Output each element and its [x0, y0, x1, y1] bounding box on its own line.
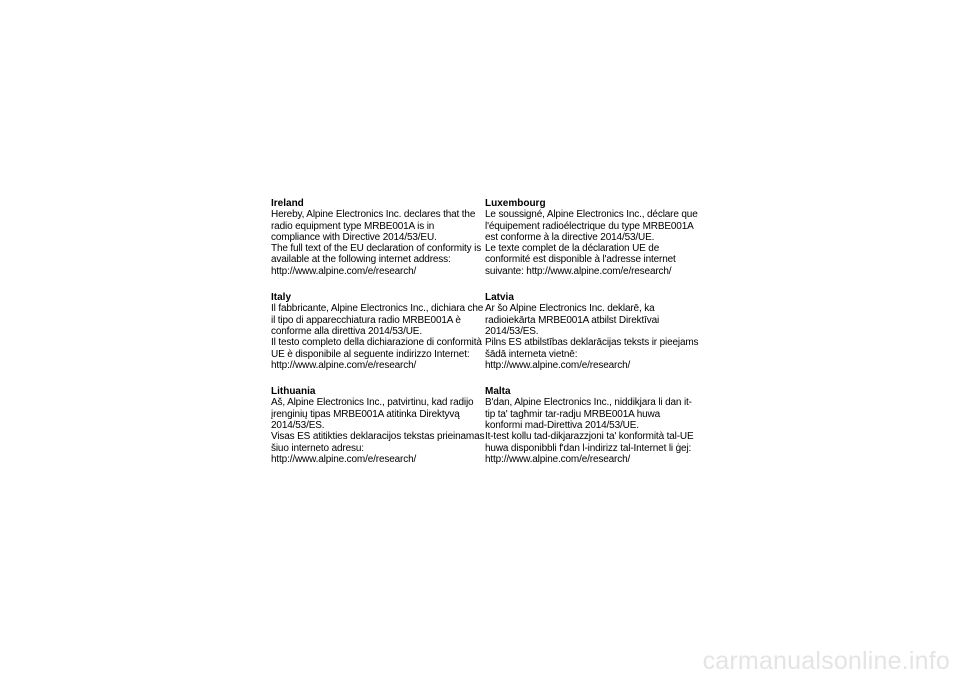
text-line: il tipo di apparecchiatura radio MRBE001A è	[271, 314, 461, 326]
text-line: šiuo interneto adresu:	[271, 442, 364, 454]
url-text: http://www.alpine.com/e/research/	[485, 453, 631, 465]
text-line: available at the following internet address:	[271, 254, 451, 266]
section-heading: Italy	[271, 292, 292, 304]
url-text: http://www.alpine.com/e/research/	[271, 359, 417, 371]
text-line: Pilns ES atbilstības deklarācijas teksts ir pieejams	[485, 337, 699, 349]
text-line: UE è disponibile al seguente indirizzo Internet:	[271, 348, 470, 360]
section-heading: Malta	[485, 386, 511, 398]
text-line: The full text of the EU declaration of conformity is	[271, 243, 482, 255]
text-line: šādā interneta vietnē:	[485, 348, 578, 360]
text-line: It-test kollu tad-dikjarazzjoni ta' konformità tal-UE	[485, 431, 694, 443]
section-malta	[485, 386, 705, 465]
section-heading: Latvia	[485, 292, 514, 304]
text-line: tip ta' tagħmir tar-radju MRBE001A huwa	[485, 408, 661, 420]
text-line: radio equipment type MRBE001A is in	[271, 220, 435, 232]
text-line: radioiekārta MRBE001A atbilst Direktīvai	[485, 314, 660, 326]
section-lithuania	[271, 386, 486, 465]
section-heading: Luxembourg	[485, 198, 546, 209]
text-line: Aš, Alpine Electronics Inc., patvirtinu, kad radijo	[271, 397, 474, 409]
section-heading: Ireland	[271, 198, 304, 209]
left-column	[271, 198, 486, 480]
text-line: Visas ES atitikties deklaracijos tekstas prieinamas	[271, 431, 485, 443]
url-text: suivante: http://www.alpine.com/e/research/	[485, 265, 672, 277]
text-line: l'équipement radioélectrique du type MRBE001A	[485, 220, 694, 232]
right-column	[485, 198, 705, 480]
text-line: conformité est disponible à l'adresse internet	[485, 254, 676, 266]
text-line: Ar šo Alpine Electronics Inc. deklarē, ka	[485, 303, 655, 315]
text-line: Il fabbricante, Alpine Electronics Inc., dichiara che	[271, 303, 484, 315]
text-line: huwa disponibbli f'dan l-indirizz tal-Internet li ġej:	[485, 442, 692, 454]
text-line: Il testo completo della dichiarazione di conformità	[271, 337, 482, 349]
text-line: compliance with Directive 2014/53/EU.	[271, 231, 437, 243]
text-line: est conforme à la directive 2014/53/UE.	[485, 231, 655, 243]
text-line: 2014/53/ES.	[271, 420, 325, 432]
section-latvia	[485, 292, 705, 371]
section-heading: Lithuania	[271, 386, 316, 398]
url-text: http://www.alpine.com/e/research/	[485, 359, 631, 371]
text-line: įrenginių tipas MRBE001A atitinka Direktyvą	[271, 408, 460, 420]
section-italy	[271, 292, 486, 371]
text-line: B'dan, Alpine Electronics Inc., niddikjara li dan it-	[485, 397, 692, 409]
text-line: Hereby, Alpine Electronics Inc. declares that the	[271, 209, 476, 221]
section-ireland	[271, 198, 486, 277]
text-line: 2014/53/ES.	[485, 325, 539, 337]
text-line: konformi mad-Direttiva 2014/53/UE.	[485, 420, 639, 432]
url-text: http://www.alpine.com/e/research/	[271, 265, 417, 277]
text-line: Le soussigné, Alpine Electronics Inc., déclare que	[485, 209, 698, 221]
url-text: http://www.alpine.com/e/research/	[271, 453, 417, 465]
text-line: conforme alla direttiva 2014/53/UE.	[271, 325, 422, 337]
section-luxembourg	[485, 198, 705, 277]
watermark: carmanualsonline.info	[702, 647, 950, 675]
text-line: Le texte complet de la déclaration UE de	[485, 243, 660, 255]
